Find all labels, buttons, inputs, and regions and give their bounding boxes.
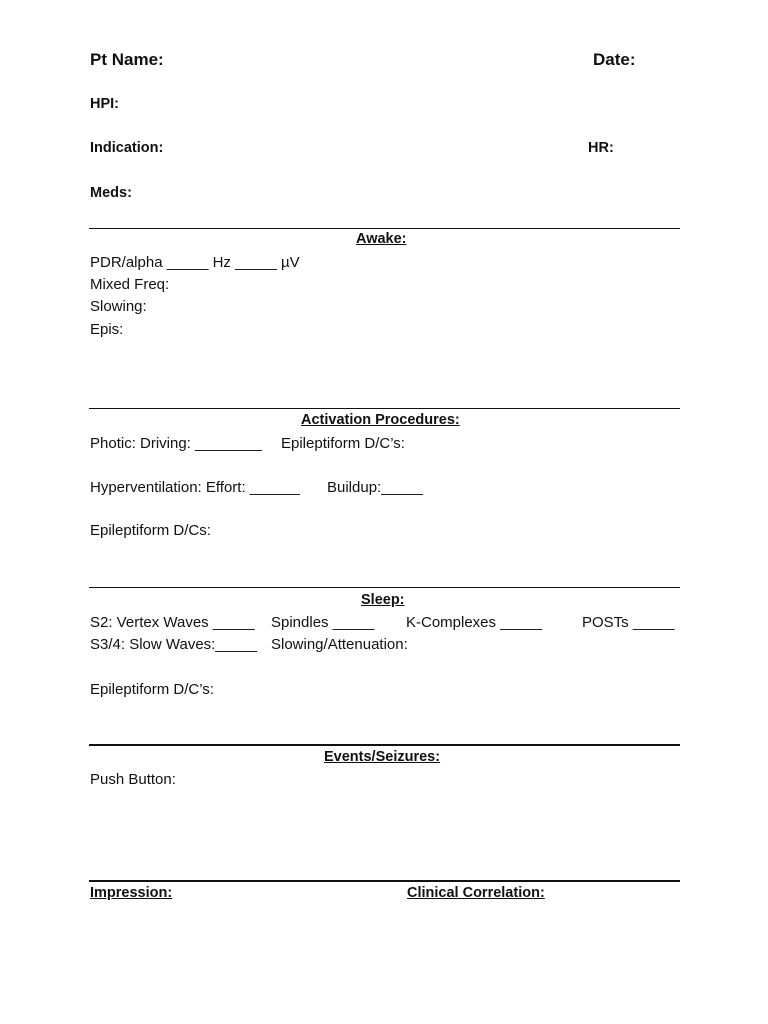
photic-epileptiform-line: Epileptiform D/C’s: <box>281 435 405 452</box>
hpi-label: HPI: <box>90 96 119 112</box>
section-divider-sleep <box>89 587 680 588</box>
hr-label: HR: <box>588 140 614 156</box>
sleep-title: Sleep: <box>361 592 405 608</box>
activation-epileptiform-line: Epileptiform D/Cs: <box>90 522 211 539</box>
s2-vertex-waves-line: S2: Vertex Waves _____ <box>90 614 255 631</box>
events-title: Events/Seizures: <box>324 749 441 765</box>
buildup-line: Buildup:_____ <box>327 479 423 496</box>
section-divider-events <box>89 744 680 746</box>
spindles-line: Spindles _____ <box>271 614 375 631</box>
slowing-line: Slowing: <box>90 298 147 315</box>
k-complexes-line: K-Complexes _____ <box>406 614 542 631</box>
photic-driving-line: Photic: Driving: ________ <box>90 435 262 452</box>
impression-title: Impression: <box>90 885 173 901</box>
section-divider-activation <box>89 408 680 409</box>
meds-label: Meds: <box>90 185 132 201</box>
activation-title: Activation Procedures: <box>301 412 460 428</box>
clinical-correlation-title: Clinical Correlation: <box>407 885 545 901</box>
push-button-line: Push Button: <box>90 771 176 788</box>
awake-title: Awake: <box>356 231 407 247</box>
pdr-alpha-line: PDR/alpha _____ Hz _____ µV <box>90 254 300 271</box>
mixed-freq-line: Mixed Freq: <box>90 276 170 293</box>
date-label: Date: <box>593 50 636 69</box>
slowing-attenuation-line: Slowing/Attenuation: <box>271 636 408 653</box>
section-divider-awake <box>89 228 680 229</box>
epis-line: Epis: <box>90 321 124 338</box>
posts-line: POSTs _____ <box>582 614 675 631</box>
section-divider-impression <box>89 880 680 882</box>
pt-name-label: Pt Name: <box>90 50 164 69</box>
s34-slow-waves-line: S3/4: Slow Waves:_____ <box>90 636 258 653</box>
indication-label: Indication: <box>90 140 164 156</box>
sleep-epileptiform-line: Epileptiform D/C’s: <box>90 681 214 698</box>
hyperventilation-line: Hyperventilation: Effort: ______ <box>90 479 300 496</box>
